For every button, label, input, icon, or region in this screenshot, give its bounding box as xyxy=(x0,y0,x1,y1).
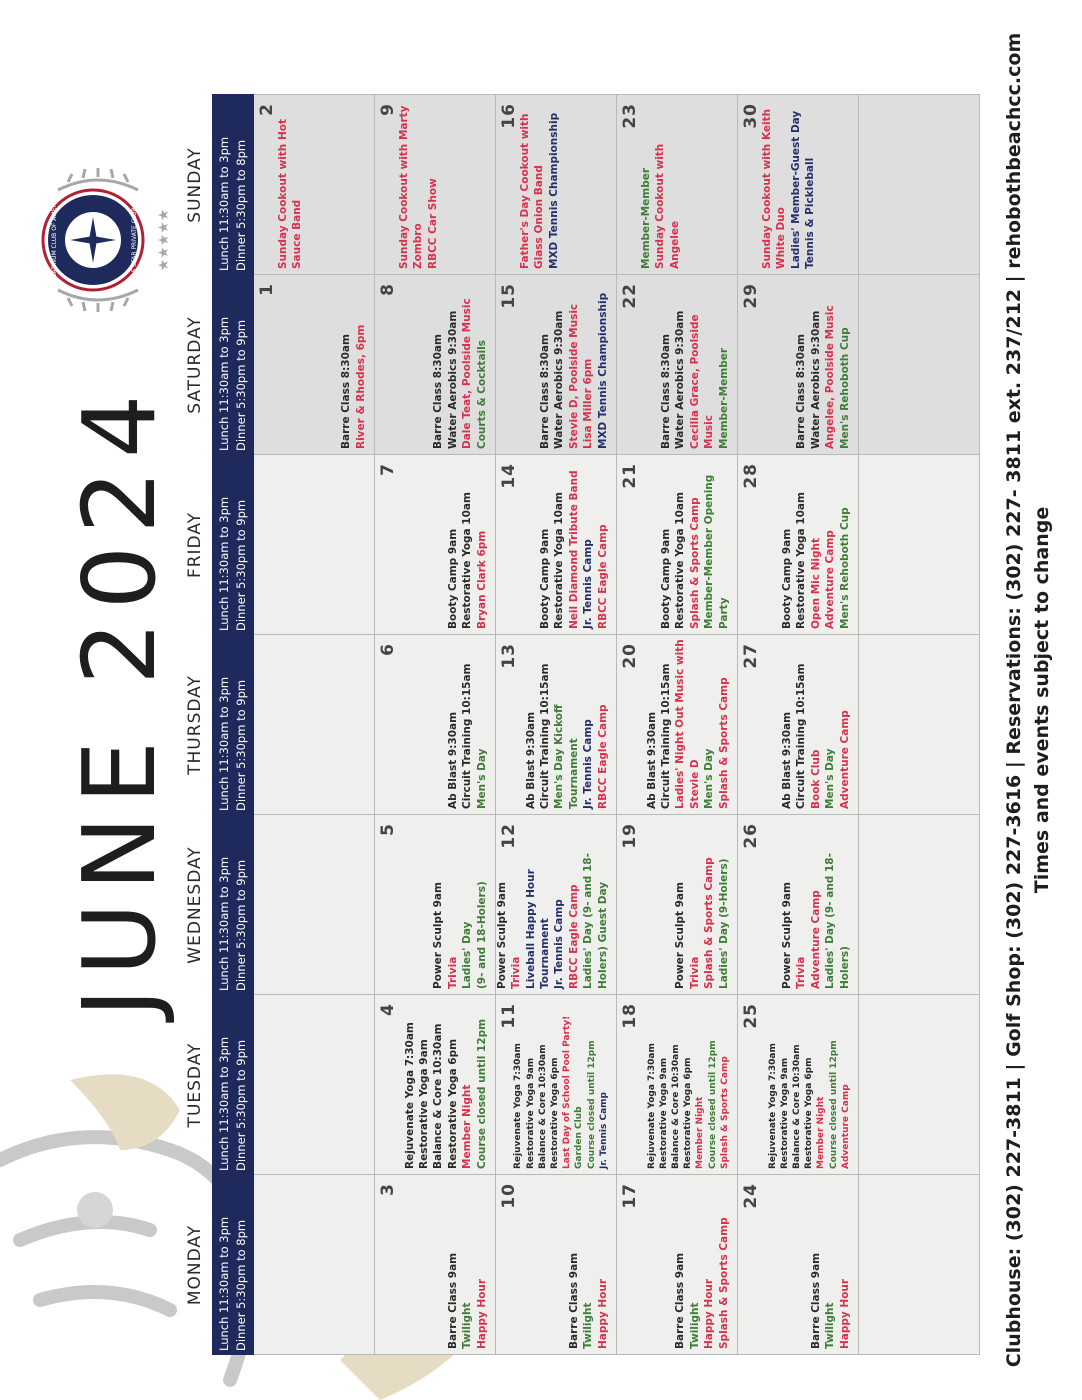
event-item: Sunday Cookout with Hot Sauce Band xyxy=(277,119,304,269)
event-item: Adventure Camp xyxy=(809,890,822,989)
date-number: 15 xyxy=(499,283,519,309)
day-cell xyxy=(254,995,375,1175)
event-item: Dale Teat, Poolside Music xyxy=(461,298,474,449)
day-cell xyxy=(617,1175,738,1355)
event-item: Liveball Happy Hour Tournament xyxy=(524,869,551,989)
service-hours-monday: Lunch 11:30am to 3pm Dinner 5:30pm to 8pm xyxy=(213,1175,254,1355)
event-item: River & Rhodes, 6pm xyxy=(354,324,367,449)
event-item: Ladies' Day (9-Holers) xyxy=(717,858,730,989)
date-number: 1 xyxy=(257,283,277,296)
day-cell xyxy=(254,635,375,815)
service-hours-wednesday: Lunch 11:30am to 3pm Dinner 5:30pm to 9pm xyxy=(213,815,254,995)
event-item: Happy Hour xyxy=(475,1278,488,1349)
event-item: Member-Member xyxy=(640,167,652,269)
date-number: 12 xyxy=(499,823,519,849)
date-number: 20 xyxy=(620,643,640,669)
event-item: Jr. Tennis Camp xyxy=(598,1092,609,1169)
event-item: Ab Blast 9:30am xyxy=(524,711,537,809)
day-cell xyxy=(496,635,617,815)
event-item: Barre Class 8:30am xyxy=(538,334,551,449)
service-hours-row xyxy=(213,95,254,1355)
page-title: JUNE 2024 xyxy=(61,382,178,1018)
day-cell xyxy=(617,455,738,635)
event-list xyxy=(645,638,731,809)
event-item: RBCC Eagle Camp xyxy=(567,884,580,989)
date-number: 9 xyxy=(378,103,398,116)
event-item: Circuit Training 10:15am xyxy=(659,663,672,809)
date-number: 22 xyxy=(620,283,640,309)
event-item: Sunday Cookout with Marty Zombro xyxy=(398,105,425,269)
event-item: Ladies' Night Out Music with Stevie D xyxy=(674,639,701,809)
event-item: Course closed until 12pm xyxy=(475,1018,488,1169)
event-item: Garden Club xyxy=(574,1106,585,1169)
day-cell xyxy=(496,1175,617,1355)
event-item: Men's Day xyxy=(703,748,716,809)
day-cell xyxy=(738,635,859,815)
date-number: 7 xyxy=(378,463,398,476)
event-item: Barre Class 8:30am xyxy=(340,334,353,449)
event-item: Circuit Training 10:15am xyxy=(461,663,474,809)
day-cell xyxy=(859,1175,980,1355)
day-cell xyxy=(254,455,375,635)
event-item: Rejuvenate Yoga 7:30am xyxy=(646,1043,657,1169)
event-item: Water Aerobics 9:30am xyxy=(809,310,822,449)
event-item: Ladies' Day (9- and 18-Holers) xyxy=(824,853,851,989)
event-item: Stevie D, Poolside Music xyxy=(567,303,580,449)
event-item: Adventure Camp xyxy=(824,530,837,629)
event-item: Restorative Yoga 6pm xyxy=(683,1057,694,1169)
event-item: Barre Class 8:30am xyxy=(659,334,672,449)
event-item: Member Night xyxy=(695,1096,706,1169)
event-item: Tennis & Pickleball xyxy=(804,157,817,269)
day-label-tuesday: TUESDAY xyxy=(185,1042,205,1128)
date-number: 18 xyxy=(620,1003,640,1029)
day-cell xyxy=(859,995,980,1175)
event-item: Angelee, Poolside Music xyxy=(824,305,837,449)
date-number: 13 xyxy=(499,643,519,669)
event-item: Power Sculpt 9am xyxy=(674,882,687,989)
date-number: 28 xyxy=(741,463,761,489)
day-cell xyxy=(496,275,617,455)
event-item: Course closed until 12pm xyxy=(586,1040,597,1169)
date-number: 21 xyxy=(620,463,640,489)
event-item: Booty Camp 9am xyxy=(538,528,551,629)
day-cell xyxy=(617,275,738,455)
day-cell xyxy=(254,1175,375,1355)
event-item: Cecilia Grace, Poolside Music xyxy=(688,314,716,449)
event-item: (9- and 18-Holers) xyxy=(475,881,488,989)
day-cell xyxy=(859,455,980,635)
event-item: Courts & Cocktails xyxy=(475,340,488,449)
event-item: Water Aerobics 9:30am xyxy=(446,310,459,449)
event-list xyxy=(538,458,610,629)
event-list xyxy=(446,458,489,629)
day-cell xyxy=(496,995,617,1175)
event-item: Restorative Yoga 6pm xyxy=(804,1057,815,1169)
event-list xyxy=(639,98,682,269)
event-item: Ladies' Day (9- and 18-Holers) Guest Day xyxy=(582,853,609,989)
event-item: Jr. Tennis Camp xyxy=(553,899,566,989)
event-list xyxy=(431,278,489,449)
day-cell xyxy=(859,815,980,995)
event-item: Circuit Training 10:15am xyxy=(795,663,808,809)
event-list xyxy=(780,818,852,989)
event-item: Water Aerobics 9:30am xyxy=(553,310,566,449)
logo-ring-text: A PLATINUM CLUB OF AMERICA xyxy=(51,193,58,287)
date-number: 4 xyxy=(378,1003,398,1016)
event-item: Rejuvenate Yoga 7:30am xyxy=(767,1043,778,1169)
event-item: Adventure Camp xyxy=(838,710,851,809)
event-item: Splash & Sports Camp xyxy=(703,857,716,989)
event-item: Circuit Training 10:15am xyxy=(538,663,551,809)
event-list xyxy=(495,818,610,989)
event-item: Lisa Miller 6pm xyxy=(582,358,595,449)
day-label-monday: MONDAY xyxy=(185,1224,205,1306)
event-item: Barre Class 9am xyxy=(446,1252,459,1349)
event-list xyxy=(446,638,489,809)
date-number: 19 xyxy=(620,823,640,849)
event-item: Balance & Core 10:30am xyxy=(432,1023,445,1169)
date-number: 5 xyxy=(378,823,398,836)
event-item: RBCC Eagle Camp xyxy=(596,704,609,809)
event-item: Barre Class 8:30am xyxy=(795,334,808,449)
event-item: Sunday Cookout with Angelee xyxy=(654,143,681,269)
event-item: Power Sculpt 9am xyxy=(495,882,508,989)
service-hours-thursday: Lunch 11:30am to 3pm Dinner 5:30pm to 9pm xyxy=(213,635,254,815)
event-item: Booty Camp 9am xyxy=(659,528,672,629)
day-cell xyxy=(375,275,496,455)
date-number: 11 xyxy=(499,1003,519,1029)
event-item: Happy Hour xyxy=(703,1278,716,1349)
day-cell xyxy=(738,455,859,635)
weekday-header xyxy=(178,95,212,1355)
day-cell xyxy=(738,1175,859,1355)
day-label-wednesday: WEDNESDAY xyxy=(185,846,205,964)
date-number: 16 xyxy=(499,103,519,129)
event-item: Bryan Clark 6pm xyxy=(475,530,488,629)
event-item: Jr. Tennis Camp xyxy=(582,539,595,629)
day-cell xyxy=(617,815,738,995)
event-item: Splash & Sports Camp xyxy=(688,497,701,629)
week-row xyxy=(375,95,496,1355)
date-number: 2 xyxy=(257,103,277,116)
event-item: Ladies' Day xyxy=(461,921,474,989)
event-item: Restorative Yoga 9am xyxy=(658,1057,669,1169)
day-cell xyxy=(375,635,496,815)
event-item: Men's Day xyxy=(475,748,488,809)
event-item: Splash & Sports Camp xyxy=(717,1217,730,1349)
event-item: Rejuvenate Yoga 7:30am xyxy=(513,1043,524,1169)
event-item: Ab Blast 9:30am xyxy=(780,711,793,809)
service-hours-friday: Lunch 11:30am to 3pm Dinner 5:30pm to 9pm xyxy=(213,455,254,635)
event-item: Restorative Yoga 10am xyxy=(674,492,687,629)
day-cell xyxy=(254,815,375,995)
service-hours-saturday: Lunch 11:30am to 3pm Dinner 5:30pm to 9pm xyxy=(213,275,254,455)
date-number: 26 xyxy=(741,823,761,849)
event-list xyxy=(567,1178,610,1349)
date-number: 10 xyxy=(499,1183,519,1209)
event-item: Barre Class 9am xyxy=(809,1252,822,1349)
event-list xyxy=(512,998,610,1169)
logo-stars: ★★★★★ xyxy=(156,208,172,272)
day-cell xyxy=(375,455,496,635)
event-list xyxy=(524,638,610,809)
event-item: Barre Class 8:30am xyxy=(432,334,445,449)
event-item: Restorative Yoga 9am xyxy=(525,1057,536,1169)
event-item: Member Night xyxy=(461,1084,474,1169)
event-item: Course closed until 12pm xyxy=(828,1040,839,1169)
event-item: Member Night xyxy=(816,1096,827,1169)
event-item: Trivia xyxy=(795,956,808,989)
date-number: 27 xyxy=(741,643,761,669)
event-item: Barre Class 9am xyxy=(567,1252,580,1349)
date-number: 8 xyxy=(378,283,398,296)
event-list xyxy=(780,458,852,629)
day-cell xyxy=(617,995,738,1175)
week-row xyxy=(617,95,738,1355)
week-row xyxy=(254,95,375,1355)
day-cell xyxy=(375,1175,496,1355)
day-cell xyxy=(496,815,617,995)
event-list xyxy=(518,98,561,269)
day-cell xyxy=(617,635,738,815)
day-cell xyxy=(254,275,375,455)
event-list xyxy=(646,998,731,1169)
date-number: 29 xyxy=(741,283,761,309)
event-list xyxy=(446,1178,489,1349)
event-item: Trivia xyxy=(510,956,523,989)
event-item: Last Day of School Pool Party! xyxy=(562,1015,573,1169)
week-row xyxy=(738,95,859,1355)
event-item: Restorative Yoga 6pm xyxy=(549,1057,560,1169)
event-list xyxy=(431,818,489,989)
schedule-notice: Times and events subject to change xyxy=(1031,506,1053,894)
date-number: 3 xyxy=(378,1183,398,1196)
event-list xyxy=(767,998,852,1169)
event-item: Member-Member xyxy=(717,347,730,449)
event-item: Restorative Yoga 9am xyxy=(417,1039,430,1169)
event-list xyxy=(794,278,852,449)
event-item: Restorative Yoga 10am xyxy=(553,492,566,629)
event-list xyxy=(538,278,610,449)
event-list xyxy=(809,1178,852,1349)
day-cell xyxy=(738,815,859,995)
event-list xyxy=(397,98,440,269)
event-item: Twilight xyxy=(461,1302,474,1349)
event-item: Water Aerobics 9:30am xyxy=(674,310,687,449)
date-number: 25 xyxy=(741,1003,761,1029)
event-item: Barre Class 9am xyxy=(674,1252,687,1349)
date-number: 6 xyxy=(378,643,398,656)
event-item: Ab Blast 9:30am xyxy=(645,711,658,809)
event-item: Father's Day Cookout with Glass Onion Band xyxy=(519,113,546,269)
day-cell xyxy=(496,95,617,275)
event-item: Men's Day xyxy=(824,748,837,809)
event-item: Twilight xyxy=(824,1302,837,1349)
day-cell xyxy=(738,995,859,1175)
event-item: Member-Member Opening Party xyxy=(703,474,730,629)
event-list xyxy=(276,98,305,269)
day-cell xyxy=(617,95,738,275)
event-list xyxy=(659,278,731,449)
event-item: Balance & Core 10:30am xyxy=(791,1044,802,1169)
event-item: RBCC Eagle Camp xyxy=(596,524,609,629)
calendar-grid xyxy=(212,94,980,1355)
event-item: MXD Tennis Championship xyxy=(596,292,609,449)
event-item: MXD Tennis Championship xyxy=(547,112,560,269)
week-row xyxy=(859,95,980,1355)
event-item: Course closed until 12pm xyxy=(707,1040,718,1169)
day-label-saturday: SATURDAY xyxy=(185,316,205,414)
day-cell xyxy=(254,95,375,275)
event-item: RBCC Car Show xyxy=(426,178,439,269)
event-item: Twilight xyxy=(688,1302,701,1349)
day-cell xyxy=(859,635,980,815)
day-label-sunday: SUNDAY xyxy=(185,147,205,223)
event-list xyxy=(760,98,818,269)
date-number: 30 xyxy=(741,103,761,129)
event-item: Adventure Camp xyxy=(840,1084,851,1169)
event-item: Happy Hour xyxy=(596,1278,609,1349)
event-item: Booty Camp 9am xyxy=(780,528,793,629)
service-hours-sunday: Lunch 11:30am to 3pm Dinner 5:30pm to 8pm xyxy=(213,95,254,275)
event-list xyxy=(673,1178,731,1349)
event-item: Men's Rehoboth Cup xyxy=(838,507,851,629)
event-list xyxy=(403,998,489,1169)
event-item: Restorative Yoga 10am xyxy=(461,492,474,629)
event-item: Book Club xyxy=(809,749,822,809)
event-item: Rejuvenate Yoga 7:30am xyxy=(403,1022,416,1169)
event-list xyxy=(780,638,852,809)
event-item: Ab Blast 9:30am xyxy=(446,711,459,809)
event-item: Booty Camp 9am xyxy=(446,528,459,629)
date-number: 24 xyxy=(741,1183,761,1209)
day-label-thursday: THURSDAY xyxy=(185,675,205,775)
day-cell xyxy=(375,815,496,995)
date-number: 23 xyxy=(620,103,640,129)
event-item: Sunday Cookout with Keith White Duo xyxy=(761,108,788,269)
event-item: Splash & Sports Camp xyxy=(717,677,730,809)
day-cell xyxy=(738,275,859,455)
event-item: Restorative Yoga 9am xyxy=(779,1057,790,1169)
day-label-friday: FRIDAY xyxy=(185,511,205,579)
event-item: Open Mic Night xyxy=(809,537,822,629)
event-item: Balance & Core 10:30am xyxy=(537,1044,548,1169)
day-cell xyxy=(375,95,496,275)
event-item: Neil Diamond Tribute Band xyxy=(567,470,580,629)
logo-inner-text: 5 STAR PRIVATE CLUB xyxy=(131,207,138,273)
event-item: Restorative Yoga 6pm xyxy=(446,1038,459,1169)
event-item: Ladies' Member-Guest Day xyxy=(789,110,802,269)
event-item: Restorative Yoga 10am xyxy=(795,492,808,629)
contact-info: Clubhouse: (302) 227-3811 | Golf Shop: (302) 227-3616 | Reservations: (302) 227- 3811 ext. 237/212 | rehobothbeachcc.com xyxy=(1003,32,1025,1368)
event-item: Twilight xyxy=(582,1302,595,1349)
day-cell xyxy=(859,275,980,455)
event-item: Balance & Core 10:30am xyxy=(670,1044,681,1169)
service-hours-tuesday: Lunch 11:30am to 3pm Dinner 5:30pm to 9pm xyxy=(213,995,254,1175)
event-item: Splash & Sports Camp xyxy=(719,1056,730,1169)
club-logo xyxy=(18,160,178,320)
week-row xyxy=(496,95,617,1355)
event-item: Happy Hour xyxy=(838,1278,851,1349)
event-item: Power Sculpt 9am xyxy=(780,882,793,989)
event-item: Men's Day Kickoff Tournament xyxy=(553,704,580,809)
event-item: Jr. Tennis Camp xyxy=(582,719,595,809)
event-list xyxy=(673,818,731,989)
event-item: Men's Rehoboth Cup xyxy=(838,327,851,449)
date-number: 14 xyxy=(499,463,519,489)
day-cell xyxy=(738,95,859,275)
day-cell xyxy=(859,95,980,275)
day-cell xyxy=(496,455,617,635)
event-item: Trivia xyxy=(688,956,701,989)
event-item: Trivia xyxy=(446,956,459,989)
day-cell xyxy=(375,995,496,1175)
date-number: 17 xyxy=(620,1183,640,1209)
event-item: Power Sculpt 9am xyxy=(432,882,445,989)
event-list xyxy=(659,458,731,629)
event-list xyxy=(339,278,368,449)
